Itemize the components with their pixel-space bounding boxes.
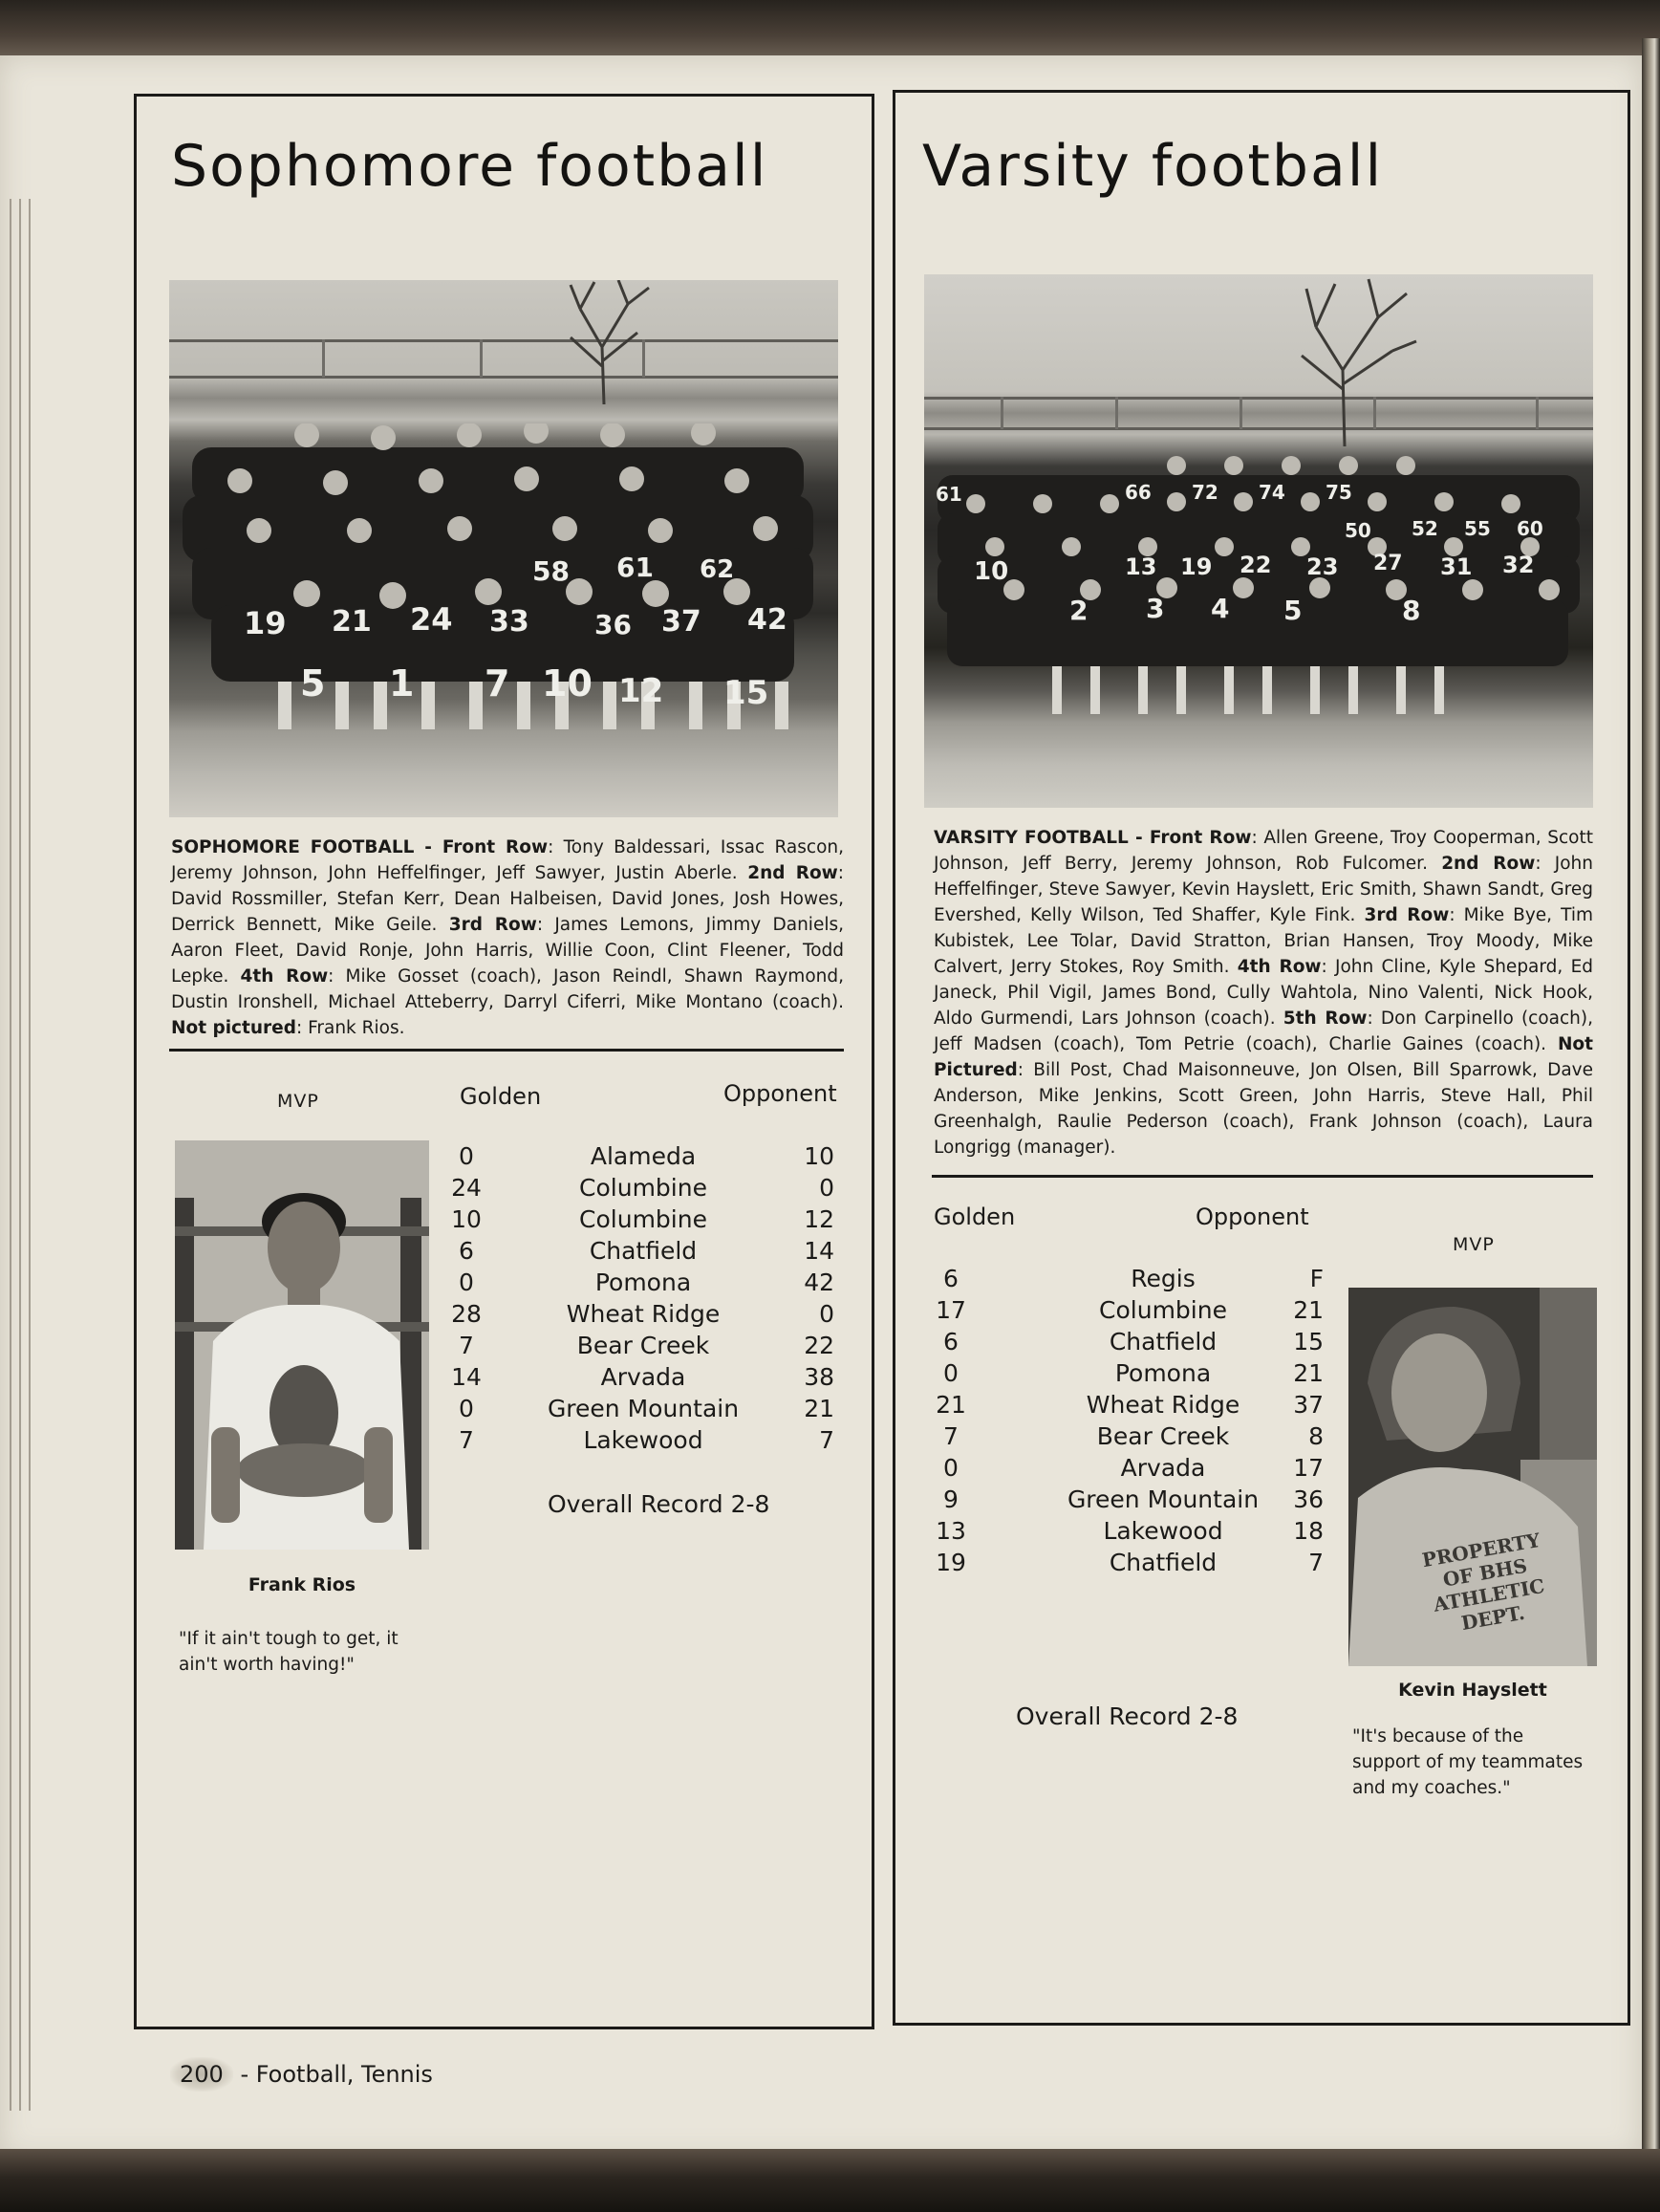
jersey-number: 58 (532, 555, 570, 587)
varsity-schedule (934, 1265, 1354, 1590)
row-names: : Bill Post, Chad Maisonneuve, Jon Olsen, Bill Sparrowk, Dave Anderson, Mike Jenkins, Scott Green, John Harris, Steve Hall, Phil Greenhalgh, Raulie Pederson (coach), Frank Johnson (coach), Laura Longrigg (manager). (934, 1060, 1593, 1158)
opponent-team: Columbine (579, 1205, 707, 1233)
jersey-number: 22 (1240, 552, 1272, 578)
opponent-score: 38 (804, 1363, 834, 1391)
jersey-number: 5 (1283, 595, 1303, 626)
opponent-team: Wheat Ridge (566, 1300, 721, 1328)
caption-lead: SOPHOMORE FOOTBALL - (171, 837, 442, 857)
golden-score: 6 (459, 1237, 474, 1265)
section-name: - Football, Tennis (232, 2061, 433, 2088)
row-names: : Frank Rios. (295, 1018, 405, 1038)
caption-lead: VARSITY FOOTBALL - (934, 828, 1150, 848)
sophomore-roster-caption (171, 835, 844, 1041)
varsity-football-panel (893, 90, 1630, 2026)
jersey-number: 42 (747, 603, 787, 637)
book-bottom-edge (0, 2149, 1660, 2212)
golden-score: 10 (451, 1205, 482, 1233)
row-names: : James Lemons, Jimmy Daniels, Aaron Fleet, David Ronje, John Harris, Willie Coon, Clint Fleener, Todd Lepke. (171, 915, 844, 987)
opponent-team: Arvada (600, 1363, 686, 1391)
row-label: 5th Row (1283, 1008, 1368, 1029)
opponent-team: Arvada (1120, 1454, 1206, 1482)
mvp-label: MVP (1453, 1234, 1495, 1255)
jersey-number: 21 (332, 605, 372, 639)
sophomore-title: Sophomore football (171, 133, 768, 200)
jersey-number: 31 (1440, 553, 1473, 580)
game-row (934, 1265, 1354, 1296)
jersey-number: 36 (594, 609, 632, 640)
golden-score: 0 (459, 1269, 474, 1296)
jersey-number: 33 (489, 605, 529, 639)
shirt-lettering: PROPERTY OF BHS ATHLETIC DEPT. (1420, 1528, 1547, 1636)
jersey-number: 12 (618, 672, 664, 710)
opponent-score: 22 (804, 1332, 834, 1359)
divider (169, 1049, 844, 1052)
mvp-label: MVP (277, 1091, 319, 1112)
opponent-score: 15 (1293, 1328, 1324, 1355)
book-top-edge (0, 0, 1660, 59)
bare-tree-icon (542, 280, 666, 404)
game-row (934, 1486, 1354, 1517)
golden-header: Golden (460, 1083, 542, 1110)
opponent-score: 17 (1293, 1454, 1324, 1482)
opponent-score: 42 (804, 1269, 834, 1296)
golden-header: Golden (934, 1204, 1016, 1230)
varsity-team-photo (924, 274, 1593, 808)
game-row (447, 1395, 849, 1426)
opponent-team: Pomona (1114, 1359, 1212, 1387)
jersey-number: 61 (616, 552, 654, 583)
jersey-number: 37 (661, 605, 701, 639)
row-label: 4th Row (1237, 957, 1322, 977)
jersey-number: 62 (700, 555, 735, 584)
opponent-score: 21 (1293, 1296, 1324, 1324)
row-names: : Mike Gosset (coach), Jason Reindl, Shawn Raymond, Dustin Ironshell, Michael Atteberry, Darryl Ciferri, Mike Montano (coach). (171, 966, 844, 1012)
opponent-header: Opponent (723, 1080, 837, 1107)
golden-score: 19 (936, 1549, 966, 1576)
jersey-number: 60 (1517, 517, 1543, 540)
opponent-team: Bear Creek (1096, 1422, 1230, 1450)
jersey-number: 74 (1259, 481, 1285, 504)
row-label: Front Row (442, 837, 549, 857)
page-footer (170, 2061, 433, 2088)
game-row (934, 1517, 1354, 1549)
mvp-photo-figure (175, 1140, 429, 1550)
row-label: 3rd Row (448, 915, 537, 935)
golden-score: 7 (459, 1332, 474, 1359)
opponent-team: Green Mountain (547, 1395, 740, 1422)
opponent-score: 7 (1308, 1549, 1324, 1576)
opponent-team: Columbine (579, 1174, 707, 1202)
game-row (447, 1426, 849, 1458)
game-row (447, 1205, 849, 1237)
opponent-team: Green Mountain (1067, 1486, 1260, 1513)
golden-score: 7 (459, 1426, 474, 1454)
golden-score: 9 (943, 1486, 959, 1513)
row-names: : John Cline, Kyle Shepard, Ed Janeck, Phil Vigil, James Bond, Cully Wahtola, Nino Valenti, Nick Hook, Aldo Gurmendi, Lars Johnson (coach). (934, 957, 1593, 1029)
opponent-team: Chatfield (1109, 1328, 1218, 1355)
jersey-number: 61 (936, 483, 962, 506)
golden-score: 0 (459, 1142, 474, 1170)
game-row (934, 1391, 1354, 1422)
golden-score: 0 (943, 1359, 959, 1387)
game-row (447, 1269, 849, 1300)
opponent-score: 21 (1293, 1359, 1324, 1387)
game-row (447, 1363, 849, 1395)
jersey-number: 72 (1192, 481, 1218, 504)
facing-page-edge (1642, 38, 1660, 2160)
row-label: 2nd Row (1441, 854, 1536, 874)
jersey-number: 24 (410, 601, 453, 638)
page-number: 200 (170, 2057, 233, 2092)
golden-score: 13 (936, 1517, 966, 1545)
game-row (447, 1300, 849, 1332)
opponent-team: Lakewood (1103, 1517, 1223, 1545)
jersey-number: 19 (1180, 553, 1213, 580)
row-names: : Mike Bye, Tim Kubistek, Lee Tolar, David Stratton, Brian Hansen, Troy Moody, Mike Calvert, Jerry Stokes, Roy Smith. (934, 905, 1593, 977)
opponent-team: Alameda (590, 1142, 697, 1170)
opponent-score: 0 (819, 1174, 834, 1202)
game-row (447, 1237, 849, 1269)
golden-score: 21 (936, 1391, 966, 1419)
jersey-number: 1 (389, 662, 415, 705)
row-names: : Don Carpinello (coach), Jeff Madsen (coach), Tom Petrie (coach), Charlie Gaines (coach). (934, 1008, 1594, 1054)
opponent-score: 12 (804, 1205, 834, 1233)
opponent-score: 36 (1293, 1486, 1324, 1513)
golden-score: 28 (451, 1300, 482, 1328)
sophomore-team-photo (169, 280, 838, 817)
opponent-header: Opponent (1196, 1204, 1309, 1230)
binding-shadow (8, 199, 36, 2111)
golden-score: 24 (451, 1174, 482, 1202)
divider (932, 1175, 1593, 1178)
game-row (447, 1142, 849, 1174)
jersey-number: 66 (1125, 481, 1152, 504)
golden-score: 14 (451, 1363, 482, 1391)
jersey-number: 10 (542, 662, 593, 705)
opponent-team: Columbine (1099, 1296, 1227, 1324)
row-label: Front Row (1149, 828, 1252, 848)
golden-score: 6 (943, 1328, 959, 1355)
sophomore-schedule (447, 1142, 849, 1467)
game-row (447, 1332, 849, 1363)
jersey-number: 2 (1069, 595, 1089, 626)
opponent-score: F (1309, 1265, 1324, 1292)
row-label: Not Pictured (934, 1034, 1593, 1080)
varsity-roster-caption (934, 825, 1593, 1160)
game-row (934, 1328, 1354, 1359)
game-row (934, 1422, 1354, 1454)
varsity-overall-record: Overall Record 2-8 (1016, 1702, 1239, 1730)
opponent-team: Wheat Ridge (1086, 1391, 1240, 1419)
frank-rios-portrait (175, 1140, 429, 1550)
game-row (934, 1359, 1354, 1391)
jersey-number: 50 (1345, 519, 1371, 542)
opponent-team: Bear Creek (576, 1332, 710, 1359)
game-row (447, 1174, 849, 1205)
game-row (934, 1296, 1354, 1328)
jersey-number: 15 (723, 674, 769, 712)
jersey-number: 7 (485, 662, 510, 705)
row-names: : Tony Baldessari, Issac Rascon, Jeremy Johnson, John Heffelfinger, Jeff Sawyer, Justin Aberle. (171, 837, 845, 883)
golden-score: 0 (943, 1454, 959, 1482)
jersey-number: 4 (1211, 593, 1230, 624)
row-names: : John Heffelfinger, Steve Sawyer, Kevin Hayslett, Eric Smith, Shawn Sandt, Greg Evershed, Kelly Wilson, Ted Shaffer, Kyle Fink. (934, 854, 1593, 925)
kevin-hayslett-portrait (1348, 1288, 1597, 1666)
jersey-number: 75 (1326, 481, 1352, 504)
jersey-number: 52 (1412, 517, 1438, 540)
jersey-number: 55 (1464, 517, 1491, 540)
varsity-title: Varsity football (922, 133, 1384, 200)
opponent-score: 14 (804, 1237, 834, 1265)
row-names: : David Rossmiller, Stefan Kerr, Dean Halbeisen, David Jones, Josh Howes, Derrick Bennett, Mike Geile. (171, 863, 844, 935)
varsity-mvp-name: Kevin Hayslett (1398, 1680, 1547, 1701)
opponent-score: 0 (819, 1300, 834, 1328)
opponent-team: Lakewood (583, 1426, 703, 1454)
game-row (934, 1549, 1354, 1580)
opponent-team: Pomona (594, 1269, 692, 1296)
golden-score: 0 (459, 1395, 474, 1422)
row-label: 2nd Row (747, 863, 838, 883)
opponent-score: 10 (804, 1142, 834, 1170)
bare-tree-icon (1263, 274, 1426, 446)
jersey-number: 3 (1146, 593, 1165, 624)
sophomore-overall-record: Overall Record 2-8 (548, 1490, 770, 1518)
opponent-score: 37 (1293, 1391, 1324, 1419)
row-label: 3rd Row (1364, 905, 1450, 925)
jersey-number: 32 (1502, 552, 1535, 578)
golden-score: 17 (936, 1296, 966, 1324)
jersey-number: 10 (974, 557, 1009, 586)
varsity-mvp-quote: "It's because of the support of my teammates and my coaches." (1352, 1726, 1584, 1798)
row-names: : Allen Greene, Troy Cooperman, Scott Johnson, Jeff Berry, Jeremy Johnson, Rob Fulcomer. (934, 828, 1593, 874)
row-label: 4th Row (240, 966, 329, 987)
opponent-score: 7 (819, 1426, 834, 1454)
jersey-number: 27 (1373, 552, 1403, 575)
jersey-number: 8 (1402, 595, 1421, 626)
golden-score: 7 (943, 1422, 959, 1450)
game-row (934, 1454, 1354, 1486)
row-label: Not pictured (171, 1018, 296, 1038)
sophomore-mvp-name: Frank Rios (248, 1574, 356, 1595)
golden-score: 6 (943, 1265, 959, 1292)
jersey-number: 13 (1125, 553, 1157, 580)
jersey-number: 5 (300, 662, 326, 705)
opponent-score: 8 (1308, 1422, 1324, 1450)
jersey-number: 23 (1306, 553, 1339, 580)
opponent-team: Chatfield (589, 1237, 698, 1265)
opponent-score: 18 (1293, 1517, 1324, 1545)
opponent-team: Chatfield (1109, 1549, 1218, 1576)
jersey-number: 19 (244, 605, 287, 641)
opponent-score: 21 (804, 1395, 834, 1422)
opponent-team: Regis (1131, 1265, 1196, 1292)
sophomore-football-panel (134, 94, 874, 2029)
sophomore-mvp-quote: "If it ain't tough to get, it ain't worth having!" (179, 1629, 399, 1675)
